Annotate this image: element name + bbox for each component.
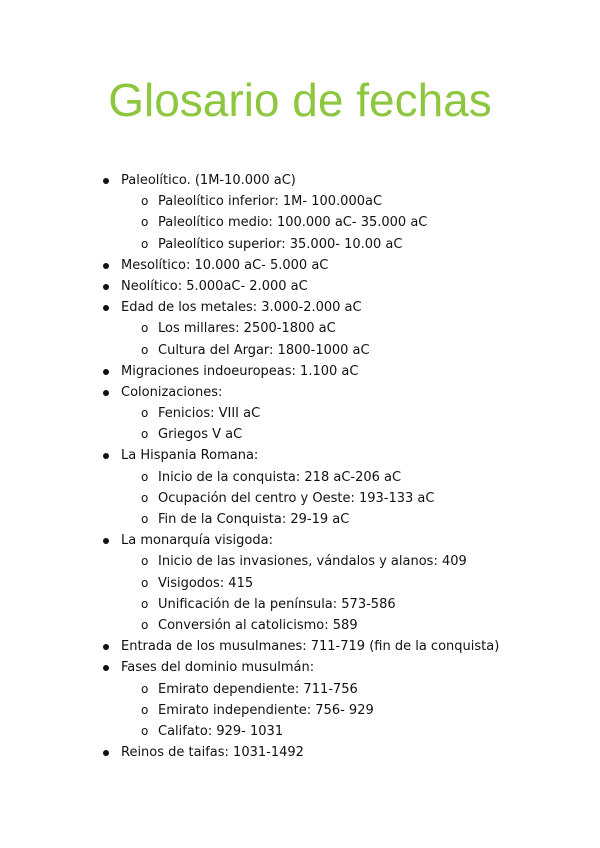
list-item	[0, 276, 600, 297]
list-item	[0, 636, 600, 657]
sub-list-item	[0, 467, 600, 488]
list-item-text: Paleolítico inferior: 1M- 100.000aC	[158, 194, 383, 210]
page-title: Glosario de fechas	[108, 74, 492, 126]
list-item-text: Neolítico: 5.000aC- 2.000 aC	[121, 278, 308, 294]
list-item-text: Paleolítico superior: 35.000- 10.00 aC	[158, 236, 403, 252]
circle-bullet-icon: o	[141, 596, 149, 611]
circle-bullet-icon: o	[141, 617, 149, 632]
list-item-text: Paleolítico medio: 100.000 aC- 35.000 aC	[158, 215, 428, 231]
list-item	[0, 255, 600, 276]
list-item-text: Fenicios: VIII aC	[158, 406, 261, 422]
circle-bullet-icon: o	[141, 575, 149, 590]
circle-bullet-icon: o	[141, 215, 149, 230]
list-item	[0, 361, 600, 382]
circle-bullet-icon: o	[141, 469, 149, 484]
circle-bullet-icon: o	[141, 406, 149, 421]
sub-list-item	[0, 234, 600, 255]
sub-list-item	[0, 594, 600, 615]
sub-list-item	[0, 615, 600, 636]
list-item-text: Inicio de las invasiones, vándalos y alanos: 409	[158, 554, 467, 570]
bullet-icon	[103, 305, 109, 311]
sub-list-item	[0, 551, 600, 572]
sub-list-item	[0, 403, 600, 424]
list-item-text: La Hispania Romana:	[121, 448, 259, 464]
circle-bullet-icon: o	[141, 681, 149, 696]
circle-bullet-icon: o	[141, 321, 149, 336]
circle-bullet-icon: o	[141, 723, 149, 738]
bullet-icon	[103, 665, 109, 671]
list-item-text: Los millares: 2500-1800 aC	[158, 321, 336, 337]
list-item-text: Emirato independiente: 756- 929	[158, 702, 374, 718]
list-item	[0, 742, 600, 763]
list-item	[0, 445, 600, 466]
sub-list-item	[0, 509, 600, 530]
list-item-text: Migraciones indoeuropeas: 1.100 aC	[121, 363, 359, 379]
bullet-icon	[103, 750, 109, 756]
sub-list-item	[0, 721, 600, 742]
list-item-text: Emirato dependiente: 711-756	[158, 681, 358, 697]
sub-list-item	[0, 191, 600, 212]
sub-list-item	[0, 424, 600, 445]
sub-list-item	[0, 573, 600, 594]
list-item-text: Unificación de la península: 573-586	[158, 596, 396, 612]
bullet-icon	[103, 538, 109, 544]
list-item-text: Colonizaciones:	[121, 384, 223, 400]
list-item	[0, 297, 600, 318]
sub-list-item	[0, 679, 600, 700]
bullet-icon	[103, 644, 109, 650]
circle-bullet-icon: o	[141, 490, 149, 505]
sub-list-item	[0, 340, 600, 361]
date-glossary-list	[0, 170, 600, 763]
list-item-text: Fin de la Conquista: 29-19 aC	[158, 512, 350, 527]
bullet-icon	[103, 284, 109, 290]
list-item-text: Ocupación del centro y Oeste: 193-133 aC	[158, 490, 435, 506]
sub-list-item	[0, 488, 600, 509]
bullet-icon	[103, 369, 109, 375]
circle-bullet-icon: o	[141, 512, 149, 526]
circle-bullet-icon: o	[141, 342, 149, 357]
list-item	[0, 382, 600, 403]
sub-list-item	[0, 212, 600, 233]
list-item-text: Reinos de taifas: 1031-1492	[121, 745, 304, 761]
list-item-text: Califato: 929- 1031	[158, 723, 284, 739]
list-item-text: Conversión al catolicismo: 589	[158, 617, 358, 633]
list-item-text: Paleolítico. (1M-10.000 aC)	[121, 173, 296, 188]
list-item	[0, 170, 600, 191]
list-item-text: Visigodos: 415	[158, 575, 254, 591]
list-item	[0, 530, 600, 551]
circle-bullet-icon: o	[141, 236, 149, 251]
circle-bullet-icon: o	[141, 554, 149, 569]
bullet-icon	[103, 263, 109, 269]
sub-list-item	[0, 700, 600, 721]
circle-bullet-icon: o	[141, 702, 149, 717]
list-item-text: Entrada de los musulmanes: 711-719 (fin de la conquista)	[121, 639, 500, 655]
list-item-text: La monarquía visigoda:	[121, 533, 273, 549]
list-item-text: Mesolítico: 10.000 aC- 5.000 aC	[121, 257, 329, 273]
sub-list-item	[0, 318, 600, 339]
list-item-text: Cultura del Argar: 1800-1000 aC	[158, 342, 370, 358]
circle-bullet-icon: o	[141, 427, 149, 442]
list-item-text: Griegos V aC	[158, 427, 243, 443]
bullet-icon	[103, 390, 109, 396]
list-item-text: Fases del dominio musulmán:	[121, 660, 315, 676]
bullet-icon	[103, 178, 109, 184]
bullet-icon	[103, 453, 109, 459]
list-item	[0, 657, 600, 678]
list-item-text: Edad de los metales: 3.000-2.000 aC	[121, 300, 362, 316]
list-item-text: Inicio de la conquista: 218 aC-206 aC	[158, 469, 402, 485]
circle-bullet-icon: o	[141, 194, 149, 209]
